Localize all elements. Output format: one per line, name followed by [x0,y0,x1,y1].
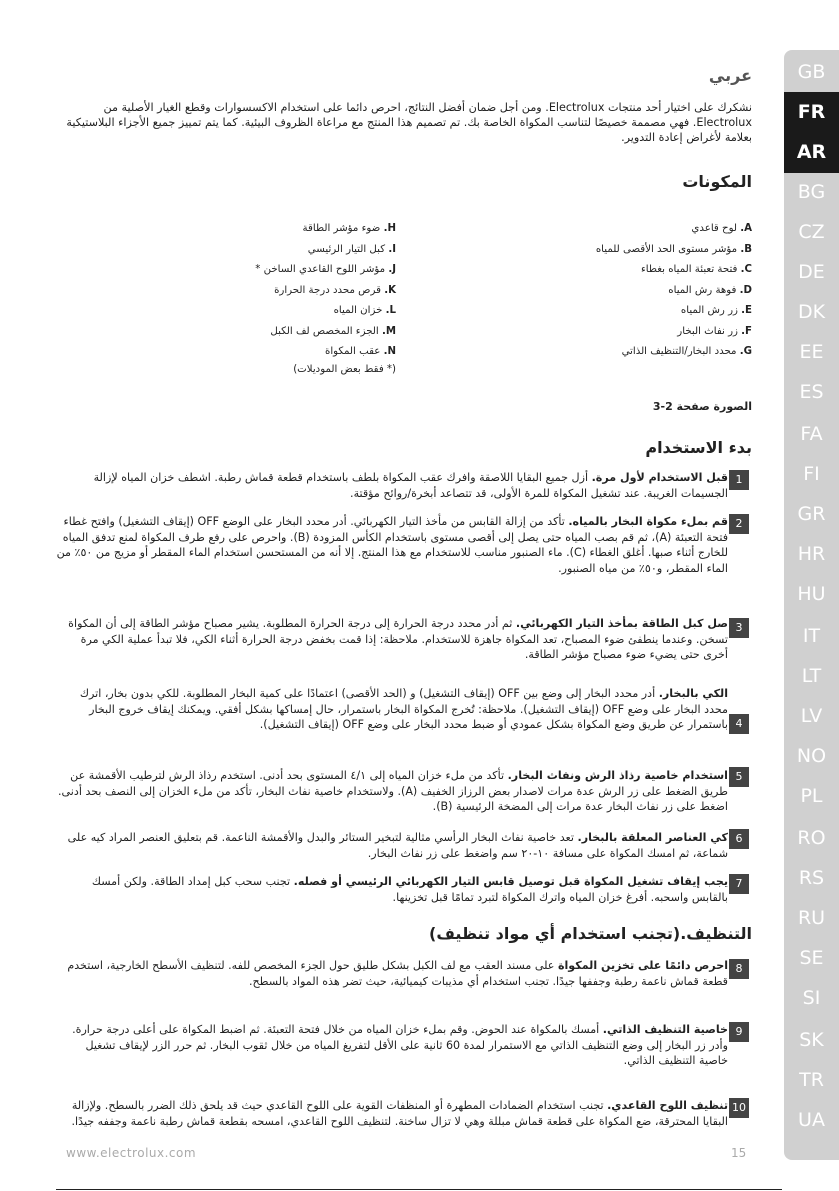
language-title: عربي [708,66,752,85]
step-text: تنظيف اللوح القاعدي. تجنب استخدام الضمادات المطهرة أو المنظفات القوية على اللوح القاعدي حيث قد يلحق ذلك الضرر بالسطح. ولإزالة البقايا المحترقة، ضع المكواة على قطعة قماش مبللة وهي لا تزال ساخنة. لتنظيف اللوح القاعدي، امسحه بقطعة قماش رطبة ناعمة وجففه جيدًا. [71,1099,728,1128]
tab-bg[interactable]: BG [797,181,826,203]
figure-reference: الصورة صفحة 2-3 [652,400,752,413]
tab-fa[interactable]: FA [800,423,823,445]
component-item: E. زر رش المياه [680,305,752,316]
component-item: K. قرص محدد درجة الحرارة [274,284,396,296]
tab-gb[interactable]: GB [797,61,826,83]
step-number: 1 [729,470,749,490]
tab-hu[interactable]: HU [797,583,826,605]
tab-ar[interactable]: AR [784,132,839,173]
tab-ua[interactable]: UA [798,1109,825,1131]
component-item: N. عقب المكواة [324,346,396,357]
component-item: L. خزان المياه [333,305,396,316]
step-text: يجب إيقاف تشغيل المكواة قبل توصيل قابس التيار الكهربائي الرئيسي أو فصله. تجنب سحب كبل إمداد الطاقة. ولكن أمسك بالقابس واسحبه. أفرغ خزان المياه واترك المكواة لتبرد تمامًا قبل تخزينها. [91,875,728,904]
components-list-left [136,219,396,363]
tab-pl[interactable]: PL [800,785,823,807]
step-text: خاصية التنظيف الذاتي. أمسك بالمكواة عند الحوض. وقم بملء خزان المياه من خلال فتحة التعبئة. ثم اضبط المكواة على أعلى درجة حرارة. وأدر زر البخار إلى وضع التنظيف الذاتي مع الاستمرار لمدة 60 ثانية على الأقل لتفريغ المياه من خلال ثقوب البخار. ثم حرر الزر لإيقاف تشغيل خاصية التنظيف الذاتي. [72,1023,728,1067]
page-number: 15 [731,1146,747,1160]
start-heading: بدء الاستخدام [645,438,752,457]
step-text: قم بملء مكواة البخار بالمياه. تأكد من إزالة القابس من مأخذ التيار الكهربائي. أدر محدد البخار على الوضع OFF (إيقاف التشغيل) وافتح غطاء فتحة التعبئة (A)، ثم قم بصب المياه حتى يصل إلى أقصى مستوى باستخدام الكأس المزودة (B). واحرص على رفع طرف المكواة لمنع تدفق المياه للخارج أثناء صبها. أغلق الغطاء (C). ماء الصنبور مناسب للاستخدام مع هذا المنتج. إلا أنه من المستحسن استخدام الماء المقطر أو مزيج من ٥٠٪ من الماء المقطر، و٥٠٪ من مياه الصنبور. [56,515,728,575]
footer-url[interactable]: www.electrolux.com [66,1146,197,1160]
tab-no[interactable]: NO [796,745,827,767]
tab-se[interactable]: SE [799,947,824,969]
tab-fi[interactable]: FI [803,463,820,485]
component-item: H. ضوء مؤشر الطاقة [302,223,396,234]
step-number: 3 [729,618,749,638]
step-number: 8 [729,959,749,979]
tab-sk[interactable]: SK [799,1029,824,1051]
step-number: 5 [729,767,749,787]
tab-lt[interactable]: LT [801,665,822,687]
cleaning-heading: التنظيف.(تجنب استخدام أي مواد تنظيف) [429,924,752,943]
step-text: كي العناصر المعلقة بالبخار. تعد خاصية نفاث البخار الرأسي مثالية لتبخير الستائر والبدل والأقمشة الناعمة. قم بتعليق العنصر المراد كيه على شماعة، ثم امسك المكواة على مسافة ١٠-٢٠ سم واضغط على زر نفاث البخار. [67,831,728,860]
bottom-divider [56,1189,782,1190]
step-text: استخدام خاصية رذاذ الرش ونفاث البخار. تأكد من ملء خزان المياه إلى ٤/١ المستوى بحد أدنى. استخدم رذاذ الرش لترطيب الأقمشة عن طريق الضغط على زر الرش عدة مرات لاصدار بعض الرزاز الخفيف (A). ولاستخدام خاصية نفاث البخار، تأكد من ملء الخزان إلى النصف بحد أدنى. اضغط على زر نفاث البخار عدة مرات إلى المضخة الرئيسية (B). [58,769,728,813]
components-note: (* فقط بعض الموديلات) [293,364,396,375]
component-item: I. كبل التيار الرئيسي [307,243,396,255]
tab-it[interactable]: IT [802,625,821,647]
language-tabs [784,50,839,1160]
step-number: 2 [729,514,749,534]
component-item: D. فوهة رش المياه [668,284,752,296]
component-item: B. مؤشر مستوى الحد الأقصى للمياه [595,243,752,255]
tab-lv[interactable]: LV [800,705,823,727]
component-item: A. لوح قاعدي [691,223,752,234]
component-item: F. زر نفاث البخار [677,325,752,337]
tab-dk[interactable]: DK [797,301,826,323]
component-item: G. محدد البخار/التنظيف الذاتي [621,346,752,357]
step-number: 4 [729,714,749,734]
tab-gr[interactable]: GR [797,503,826,525]
tab-si[interactable]: SI [802,987,821,1009]
tab-ro[interactable]: RO [797,827,826,849]
tab-ru[interactable]: RU [797,907,826,929]
step-number: 6 [729,829,749,849]
tab-hr[interactable]: HR [797,543,826,565]
tab-cz[interactable]: CZ [798,221,825,243]
step-text: قبل الاستخدام لأول مرة. أزل جميع البقايا اللاصقة وافرك عقب المكواة بلطف باستخدام قطعة قماش رطبة. اشطف خزان المياه لإزالة الجسيمات الغريبة. عند تشغيل المكواة للمرة الأولى، قد تتصاعد أبخرة/روائح مؤقتة. [93,471,728,500]
component-item: C. فتحة تعبئة المياه بغطاء [640,264,752,275]
component-item: M. الجزء المخصص لف الكبل [270,325,396,337]
tab-rs[interactable]: RS [798,867,825,889]
step-text: صل كبل الطاقة بمأخذ التيار الكهربائي. ثم أدر محدد درجة الحرارة إلى درجة الحرارة المطلوبة. يشير مصباح مؤشر الطاقة إلى أن المكواة تسخن. وعندما ينطفئ ضوء المصباح، تعد المكواة جاهزة للاستخدام. ملاحظة: إذا قمت بخفض درجة الحرارة أثناء الكي، فلا تبدأ عملية الكي مرة أخرى حتى يضيء ضوء مصباح مؤشر الطاقة. [68,617,728,661]
step-text: الكي بالبخار. أدر محدد البخار إلى وضع بين OFF (إيقاف التشغيل) و (الحد الأقصى) اعتمادًا على كمية البخار المطلوبة. للكي بدون بخار، اترك محدد البخار على وضع OFF (إيقاف التشغيل). ملاحظة: تُخرج المكواة البخار باستمرار، حال إمساكها بشكل أفقي. ويمكنك إيقاف خروج البخار باستمرار عن طريق وضع المكواة بشكل عمودي أو ضبط محدد البخار على وضع OFF (إيقاف التشغيل). [79,687,728,731]
step-text: احرص دائمًا على تخزين المكواة على مسند العقب مع لف الكبل بشكل طليق حول الجزء المخصص للفه. لتنظيف الأسطح الخارجية، استخدم قطعة قماش ناعمة رطبة وجففها جيدًا. تجنب استخدام أي مذيبات كيميائية، حيث تضر هذه المواد بالسطح. [67,959,728,988]
components-list-right [472,219,752,363]
intro-paragraph: نشكرك على اختيار أحد منتجات Electrolux. ومن أجل ضمان أفضل النتائج، احرص دائما على استخدام الاكسسوارات وقطع الغيار الأصلية من Electrolux. فهي مصممة خصيصًا لتناسب المكواة الخاصة بك. تم تصميم هذا المنتج مع مراعاة الظروف البيئية. كما يتم تمييز جميع الأجزاء البلاستيكية بعلامة لأغراض إعادة التدوير. [66,101,752,144]
tab-fr[interactable]: FR [784,92,839,133]
tab-ee[interactable]: EE [799,341,824,363]
tab-tr[interactable]: TR [799,1069,824,1091]
step-number: 9 [729,1022,749,1042]
tab-de[interactable]: DE [798,261,825,283]
components-heading: المكونات [682,172,752,191]
step-number: 10 [729,1098,749,1118]
step-number: 7 [729,874,749,894]
component-item: J. مؤشر اللوح القاعدي الساخن * [255,264,396,275]
tab-es[interactable]: ES [799,381,824,403]
